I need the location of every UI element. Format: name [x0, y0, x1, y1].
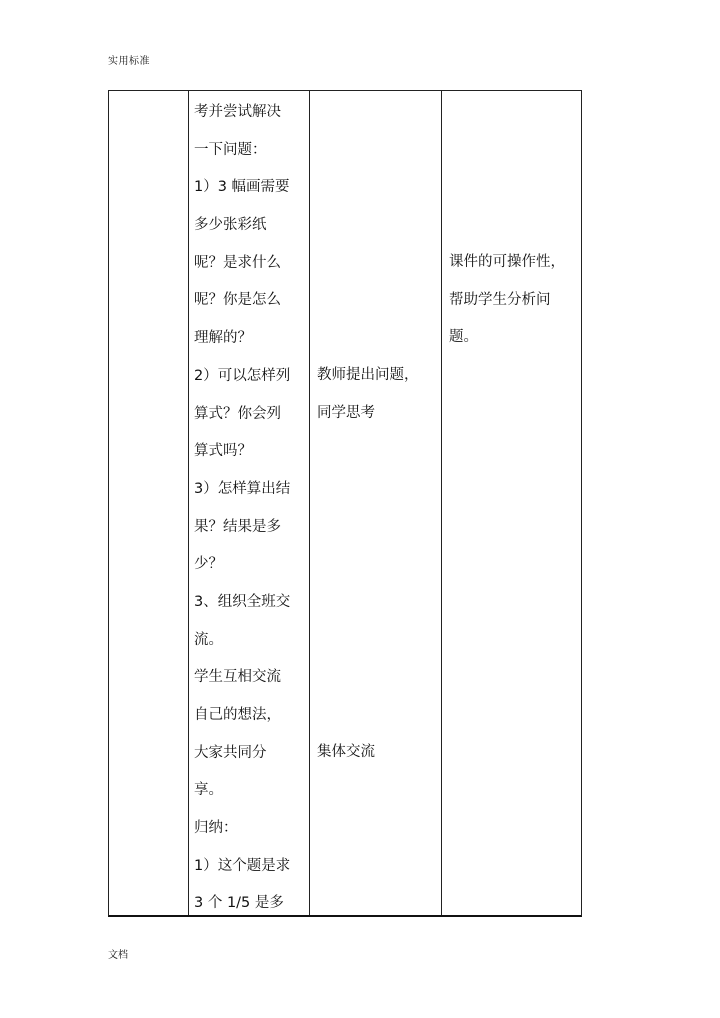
activity-line: 理解的？ [194, 330, 252, 347]
activity-line: 果？结果是多 [194, 518, 281, 535]
activity-line: 一下问题： [194, 141, 267, 158]
activity-line: 呢？你是怎么 [194, 292, 281, 309]
activity-line: 算式？你会列 [194, 405, 281, 422]
column-divider-2 [309, 91, 310, 915]
activity-line: 大家共同分 [194, 744, 267, 761]
activity-line: 归纳： [194, 820, 238, 837]
activity-line: 考并尝试解决 [194, 104, 281, 120]
activity-line: 算式吗？ [194, 443, 252, 460]
activity-line: 享。 [194, 782, 223, 799]
activity-line: 少？ [194, 556, 223, 573]
column-divider-3 [441, 91, 442, 915]
page-header: 实用标准 [108, 56, 150, 67]
design-intent-line: 题。 [449, 329, 478, 346]
group-exchange-cell [317, 734, 375, 772]
teacher-action-line: 同学思考 [317, 404, 375, 421]
activity-line: 呢？是求什么 [194, 254, 281, 271]
activity-line: 自己的想法， [194, 707, 281, 723]
activity-line: 多少张彩纸 [194, 217, 267, 234]
activity-cell [194, 94, 290, 923]
design-intent-line: 课件的可操作性， [449, 254, 565, 270]
activity-line: 3 个 1/5 是多 [194, 895, 284, 912]
teacher-action-cell [317, 357, 419, 432]
design-intent-line: 帮助学生分析问 [449, 291, 551, 308]
activity-line: 2）可以怎样列 [194, 367, 291, 384]
activity-line: 1）3 幅画需要 [194, 179, 290, 196]
activity-line: 1）这个题是求 [194, 857, 291, 874]
group-exchange-line: 集体交流 [317, 744, 375, 760]
column-divider-1 [188, 91, 189, 915]
activity-line: 学生互相交流 [194, 669, 281, 686]
teacher-action-line: 教师提出问题， [317, 367, 419, 383]
page-footer: 文档 [108, 950, 128, 961]
lesson-plan-table [108, 90, 582, 917]
activity-line: 3、组织全班交 [194, 593, 291, 610]
activity-line: 3）怎样算出结 [194, 480, 291, 497]
design-intent-cell [449, 244, 565, 357]
activity-line: 流。 [194, 631, 223, 648]
